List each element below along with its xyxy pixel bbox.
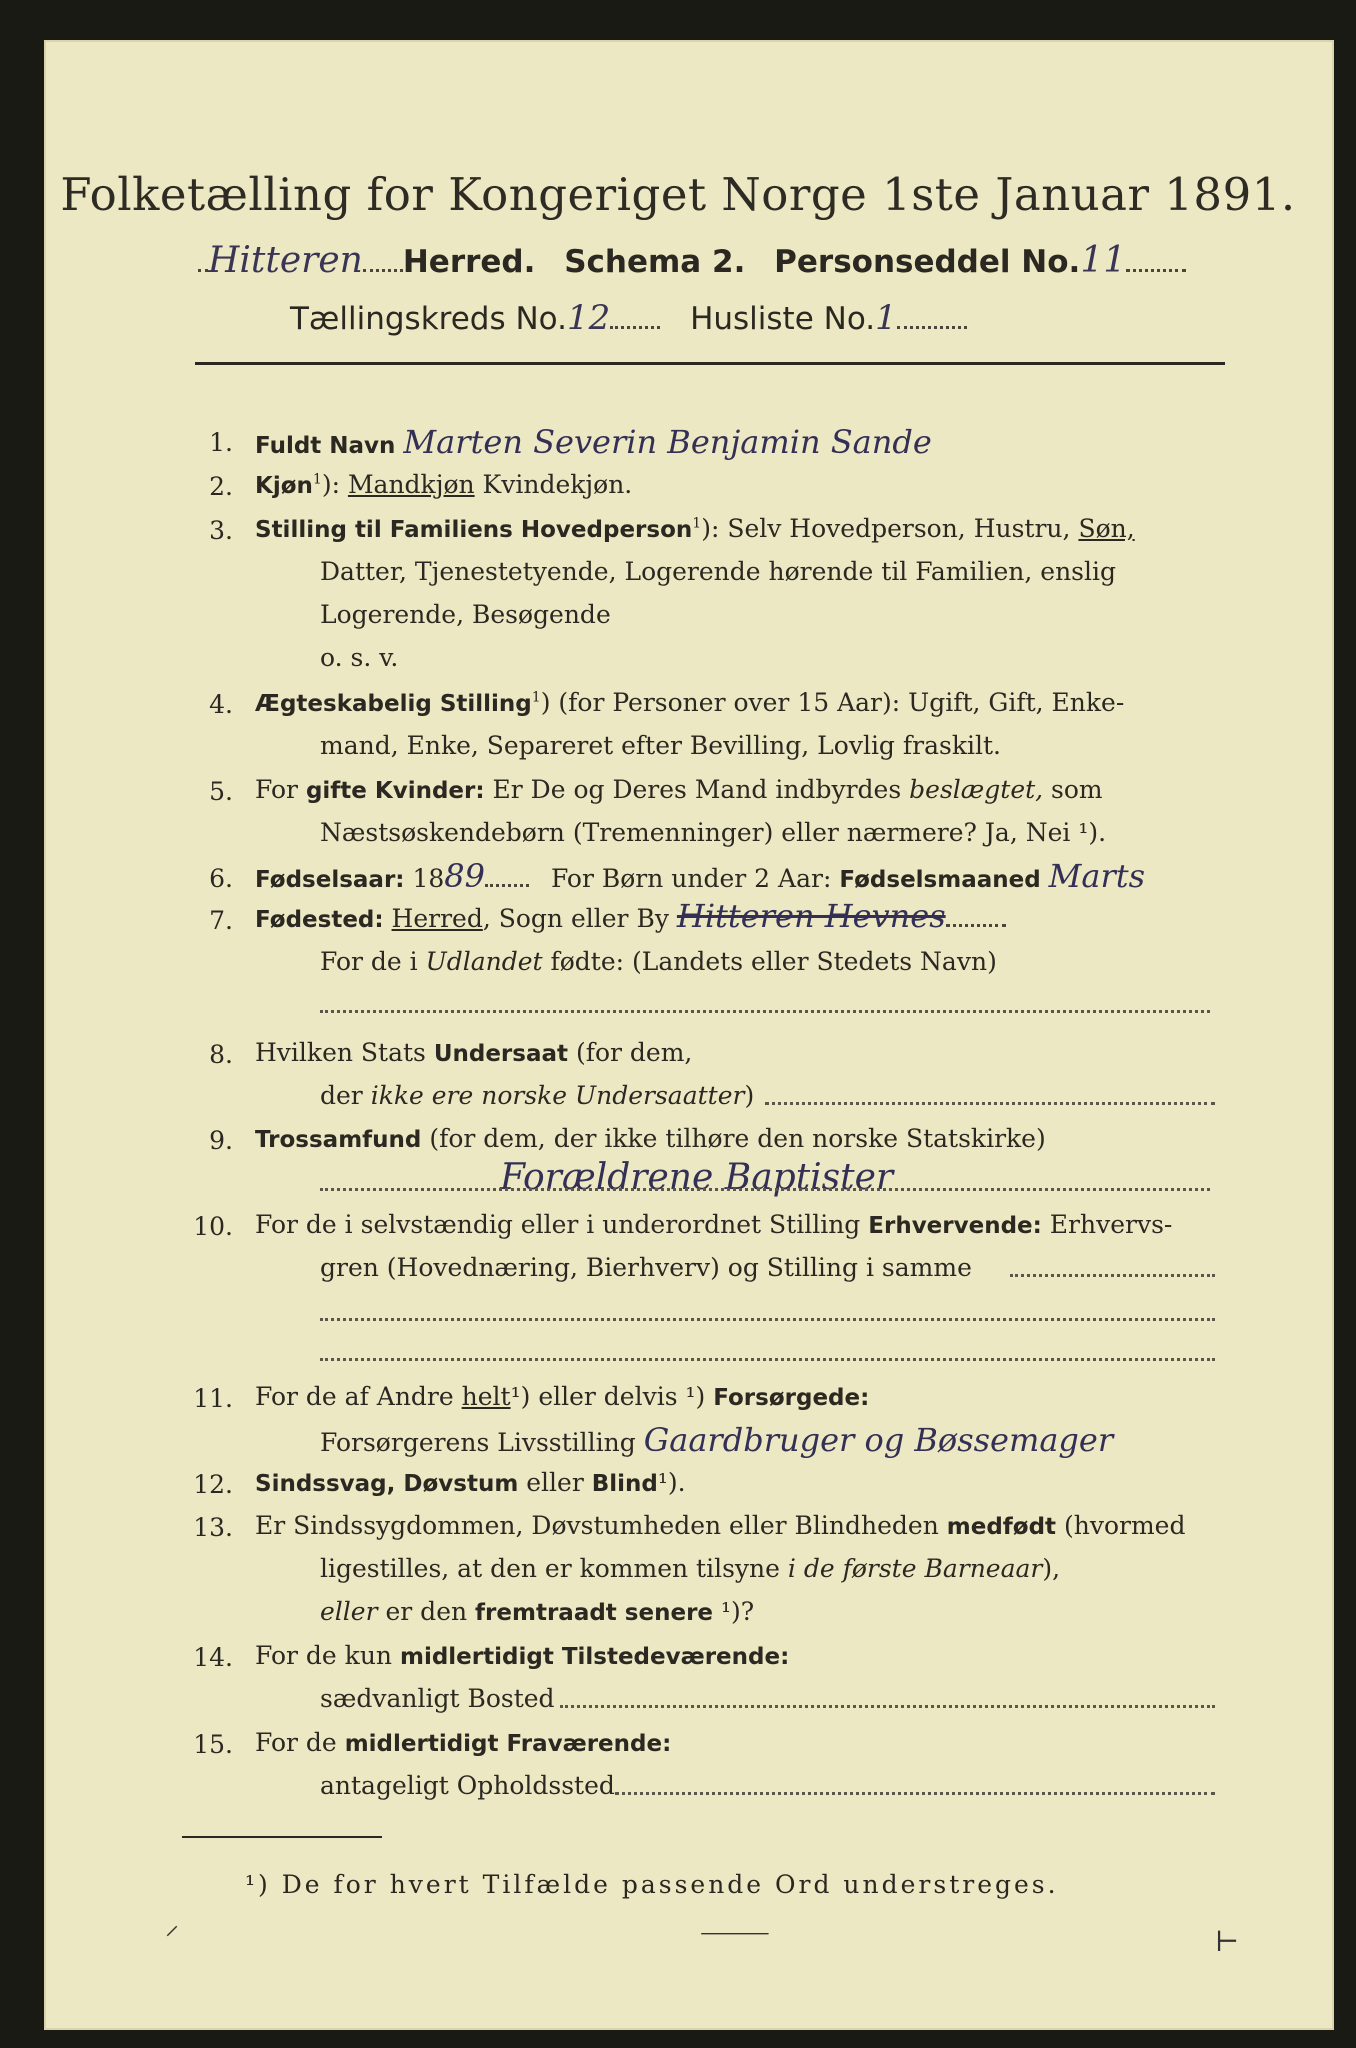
taellingskreds-no: 12 [566,298,611,338]
q11-number: 11. [193,1384,233,1413]
q3-row-2: Datter, Tjenestetyende, Logerende hørende til Familien, enslig [320,557,1117,586]
q7-udlandet: Udlandet [425,947,543,976]
q8-blank-line [765,1102,1215,1105]
husliste-label: Husliste No. [690,301,876,337]
q13-italic: i de første Barneaar [787,1554,1043,1583]
q6-month-value: Marts [1048,857,1146,895]
q11-text-1a: For de af Andre [255,1382,462,1411]
q13-number: 13. [193,1513,233,1542]
q5-row-1 [255,777,1103,803]
q3-sup: 1 [692,515,702,532]
footnote-rule [182,1836,382,1838]
q10-blank-line-1 [1010,1274,1215,1277]
q2-mandkjon: Mandkjøn [347,470,475,499]
q7-herred: Herred [391,904,483,933]
q5-beslaegtet: beslægtet, [909,775,1044,804]
q7-text-2b: fødte: (Landets eller Stedets Navn) [542,947,997,976]
q4-row-2: mand, Enke, Separeret efter Bevilling, Lovlig fraskilt. [320,731,1001,760]
q12-row [255,1470,686,1496]
q10-row-2: gren (Hovednæring, Bierhverv) og Stilling i samme [320,1253,972,1282]
q3-label: Stilling til Familiens Hovedperson [255,517,693,543]
q6-mid: For Børn under 2 Aar: [550,864,840,893]
q12-label: Sindssvag, Døvstum [255,1471,519,1497]
q9-number: 9. [209,1126,233,1155]
q2-number: 2. [209,472,233,501]
q11-label: Forsørgede: [713,1385,870,1411]
q1-value: Marten Severin Benjamin Sande [403,423,932,461]
q3-son: Søn, [1078,514,1135,543]
personseddel-no: 11 [1080,240,1127,281]
q7-row-1 [255,897,1006,935]
footnote: ¹) De for hvert Tilfælde passende Ord understreges. [245,1870,1059,1899]
q3-row-4: o. s. v. [320,643,399,672]
corner-mark-left: ⸝ [165,1908,180,1941]
q2-label: Kjøn [255,473,313,499]
personseddel-label: Personseddel No. [774,244,1081,280]
q5-number: 5. [209,777,233,806]
q2-sup: 1 [312,471,322,488]
q10-text-1b: Erhvervs- [1041,1210,1173,1239]
q15-text-1a: For de [255,1728,345,1757]
q7-label: Fødested: [255,907,384,933]
q13-text-2b: ), [1042,1554,1061,1583]
q11-row-1 [255,1384,869,1410]
q5-pre: For [255,775,306,804]
q14-number: 14. [193,1643,233,1672]
q5-text-1: Er De og Deres Mand indbyrdes [484,775,910,804]
taellingskreds-label: Tællingskreds No. [290,301,567,337]
q8-row-2 [320,1083,754,1108]
q4-sup: 1 [531,689,541,706]
q7-blank-line [320,1010,1210,1013]
q3-row-1: Stilling til Familiens Hovedperson$^1$): Selv Hovedperson, Hustru, Søn, [255,514,1135,543]
q4-text-1: (for Personer over 15 Aar): Ugift, Gift, Enke- [558,688,1125,717]
census-form-sheet [44,40,1334,2030]
q13-row-1 [255,1513,1185,1539]
q14-text-1a: For de kun [255,1641,400,1670]
q9-value: Forældrene Baptister [500,1157,894,1198]
q9-value-line [320,1188,1210,1191]
q12-number: 12. [193,1470,233,1499]
q11-helt: helt [461,1382,511,1411]
q10-label: Erhvervende: [868,1213,1042,1239]
q4-row-1: Ægteskabelig Stilling$^1$) (for Personer over 15 Aar): Ugift, Gift, Enke- [255,688,1125,717]
q1-number: 1. [209,428,233,457]
q7-row-2 [320,949,997,974]
q7-number: 7. [209,906,233,935]
kreds-line [290,298,967,338]
q4-number: 4. [209,690,233,719]
q2-row: Kjøn$^1$): Mandkjøn Kvindekjøn. [255,470,633,499]
q13-label: medfødt [946,1514,1057,1540]
q15-number: 15. [193,1730,233,1759]
q11-row-2 [320,1421,1114,1459]
q6-number: 6. [209,864,233,893]
q6-label: Fødselsaar: [255,867,405,893]
q1-row [255,423,932,461]
q11-text-1b: ¹) eller delvis ¹) [510,1382,714,1411]
q14-row-2: sædvanligt Bosted [320,1684,555,1713]
q4-label: Ægteskabelig Stilling [255,691,532,717]
herred-line [198,240,1186,281]
q3-number: 3. [209,516,233,545]
q7-rest: , Sogn eller By [482,904,669,933]
q5-label: gifte Kvinder: [305,778,485,804]
q8-text-2b: ) [744,1081,755,1110]
q15-label: midlertidigt Fraværende: [344,1731,672,1757]
q5-after: som [1043,775,1103,804]
q2-kvindekjon: Kvindekjøn. [474,470,633,499]
q10-row-1 [255,1212,1172,1238]
q6-row [255,857,1146,895]
q14-row-1 [255,1643,789,1669]
q1-label: Fuldt Navn [255,433,396,459]
q13-row-2 [320,1556,1060,1581]
herred-name: Hitteren [208,240,363,281]
q5-row-2: Næstsøskendebørn (Tremenninger) eller nærmere? Ja, Nei ¹). [320,818,1107,847]
form-title: Folketælling for Kongeriget Norge 1ste Januar 1891. [60,168,1296,221]
q8-text-2a: der [320,1081,371,1110]
q3-row-3: Logerende, Besøgende [320,600,611,629]
q3-text-1: Selv Hovedperson, Hustru, [727,514,1079,543]
q13-text-1a: Er Sindssygdommen, Døvstumheden eller Blindheden [255,1511,947,1540]
q6-year-value: 89 [444,857,485,895]
q10-blank-line-2 [320,1318,1215,1321]
q13-text-3a: er den [377,1597,476,1626]
q10-blank-line-3 [320,1358,1215,1361]
q11-value: Gaardbruger og Bøssemager [643,1421,1114,1459]
q13-text-1b: (hvormed [1056,1511,1186,1540]
q14-label: midlertidigt Tilstedeværende: [399,1644,790,1670]
q13-eller: eller [320,1597,378,1626]
q10-number: 10. [193,1212,233,1241]
corner-mark-center: ⸻ [700,1915,770,1948]
q10-text-1a: For de i selvstændig eller i underordnet Stilling [255,1210,869,1239]
q13-text-3b: ¹)? [713,1597,755,1626]
header-rule [195,362,1225,365]
q13-label2: fremtraadt senere [475,1600,714,1626]
q13-row-3 [320,1599,754,1625]
corner-mark-right: ⊢ [1215,1925,1240,1958]
schema-label: Schema 2. [564,244,746,280]
q6-year-prefix: 18 [412,864,445,893]
q8-row-1 [255,1040,692,1066]
q9-label: Trossamfund [255,1127,422,1153]
q9-row-1 [255,1126,1046,1152]
q8-label: Undersaat [433,1041,568,1067]
q12-tail: ¹). [657,1468,686,1497]
q14-blank-line [560,1705,1215,1708]
q8-number: 8. [209,1040,233,1069]
q8-text-1: (for dem, [568,1038,693,1067]
q12-blind: Blind [591,1471,658,1497]
q12-mid: eller [518,1468,592,1497]
q6-month-label: Fødselsmaaned [839,867,1041,893]
q13-text-2a: ligestilles, at den er kommen tilsyne [320,1554,788,1583]
q7-text-2a: For de i [320,947,426,976]
q8-italic: ikke ere norske Undersaatter [370,1081,745,1110]
q15-blank-line [615,1792,1215,1795]
q8-pre: Hvilken Stats [255,1038,434,1067]
q9-text-1: (for dem, der ikke tilhøre den norske Statskirke) [421,1124,1046,1153]
herred-label: Herred. [402,244,536,280]
q11-text-2: Forsørgerens Livsstilling [320,1428,636,1457]
husliste-no: 1 [875,298,897,338]
q15-row-2: antageligt Opholdssted [320,1771,615,1800]
q15-row-1 [255,1730,671,1756]
q7-value: Hitteren Hevnes [676,897,946,935]
